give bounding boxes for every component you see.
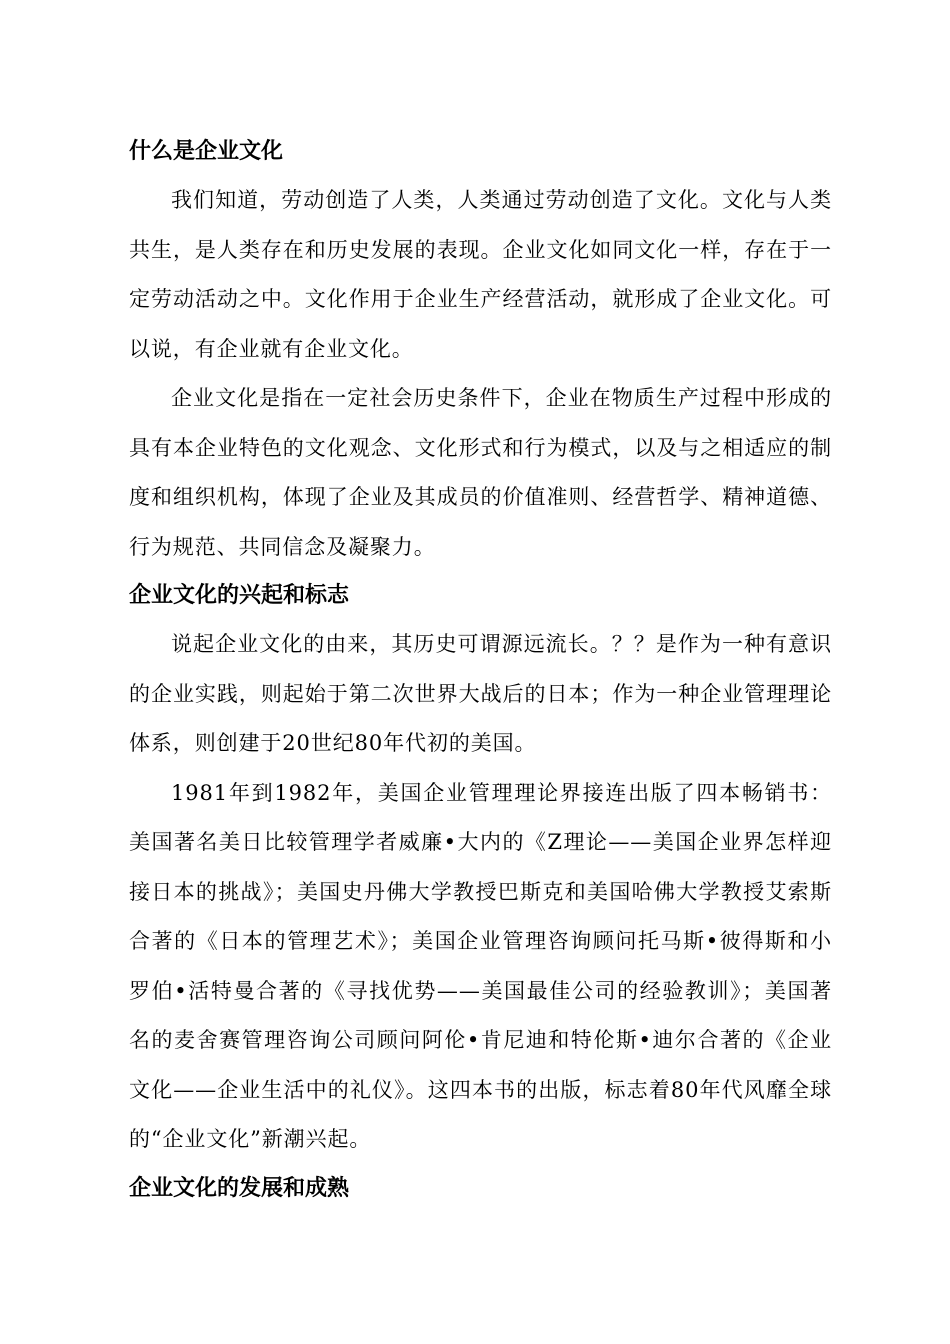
section-heading-rise-and-landmark: 企业文化的兴起和标志 <box>129 583 350 608</box>
document-body <box>129 128 832 1213</box>
paragraph: 1981年到1982年，美国企业管理理论界接连出版了四本畅销书：美国著名美日比较管理学者威廉•大内的《Z理论——美国企业界怎样迎接日本的挑战》；美国史丹佛大学教授巴斯克和美国哈佛大学教授艾索斯合著的《日本的管理艺术》；美国企业管理咨询顾问托马斯•彼得斯和小罗伯•活特曼合著的《寻找优势——美国最佳公司的经验教训》；美国著名的麦舍赛管理咨询公司顾问阿伦•肯尼迪和特伦斯•迪尔合著的《企业文化——企业生活中的礼仪》。这四本书的出版，标志着80年代风靡全球的“企业文化”新潮兴起。 <box>129 780 832 1151</box>
paragraph: 我们知道，劳动创造了人类，人类通过劳动创造了文化。文化与人类共生，是人类存在和历史发展的表现。企业文化如同文化一样，存在于一定劳动活动之中。文化作用于企业生产经营活动，就形成了企业文化。可以说，有企业就有企业文化。 <box>129 188 832 361</box>
section-heading-what-is-corporate-culture: 什么是企业文化 <box>129 139 284 164</box>
paragraph: 企业文化是指在一定社会历史条件下，企业在物质生产过程中形成的具有本企业特色的文化观念、文化形式和行为模式，以及与之相适应的制度和组织机构，体现了企业及其成员的价值准则、经营哲学、精神道德、行为规范、共同信念及凝聚力。 <box>129 386 832 559</box>
paragraph: 说起企业文化的由来，其历史可谓源远流长。？？是作为一种有意识的企业实践，则起始于第二次世界大战后的日本；作为一种企业管理理论体系，则创建于20世纪80年代初的美国。 <box>129 632 832 755</box>
section-heading-development-and-maturity: 企业文化的发展和成熟 <box>129 1175 350 1201</box>
